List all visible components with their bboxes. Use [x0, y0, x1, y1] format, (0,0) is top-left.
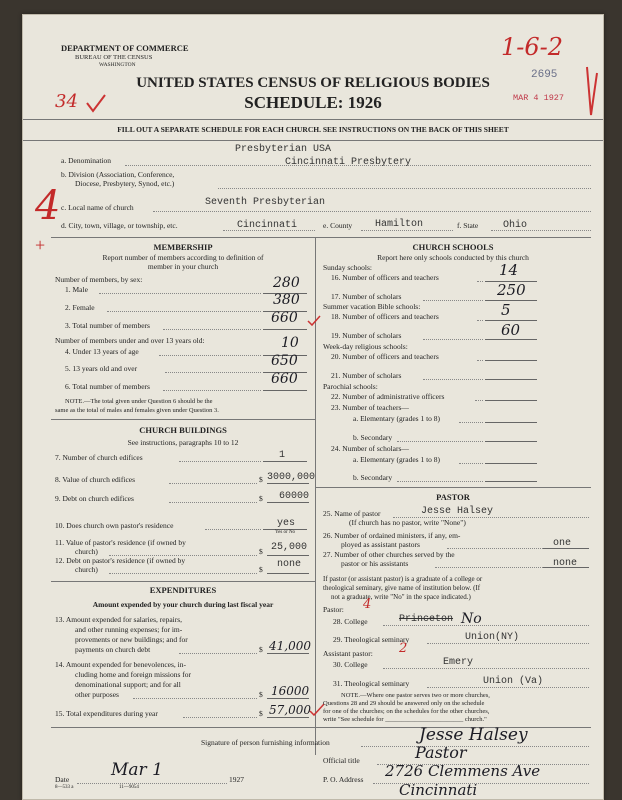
q13-label-2: and other running expenses; for im-: [75, 625, 183, 634]
q17-value: 250: [497, 281, 526, 299]
q5-over13-value: 650: [271, 353, 298, 369]
pastor-red-mark: 4: [363, 597, 372, 612]
q8-dollar-sign: $: [259, 475, 263, 484]
q22-label: 22. Number of administrative officers: [331, 392, 445, 401]
pastor-note-2: Questions 28 and 29 should be answered only on the schedule: [323, 700, 485, 707]
q16-label: 16. Number of officers and teachers: [331, 273, 439, 282]
expenditures-subheading: Amount expended by your church during last fiscal year: [92, 600, 274, 609]
church-buildings-subheading: See instructions, paragraphs 10 to 12: [127, 438, 239, 447]
q13-label-4: payments on church debt: [75, 645, 151, 654]
q25-pastor-name: Jesse Halsey: [421, 506, 494, 517]
q30-value: Emery: [443, 657, 474, 668]
pastor-note-4: write "See schedule for ________________________ church.": [323, 716, 487, 723]
local-name-value: Seventh Presbyterian: [205, 197, 326, 208]
membership-note-1: NOTE.—The total given under Question 6 should be the: [65, 398, 213, 405]
red-check-mark: [85, 93, 107, 115]
q27-label-2: pastor or his assistants: [341, 559, 409, 568]
signature-value: Jesse Halsey: [419, 725, 528, 745]
q2-label: 2. Female: [65, 303, 95, 312]
q29-label: 29. Theological seminary: [333, 635, 410, 644]
q6-label: 6. Total number of members: [65, 382, 150, 391]
q11-label-2: church): [75, 547, 98, 556]
q26-label: 26. Number of ordained ministers, if any, em-: [323, 531, 461, 540]
division-label-2: Diocese, Presbytery, Synod, etc.): [75, 179, 175, 188]
q13-label-3: provements or new buildings; and for: [75, 635, 188, 644]
print-number: 11—9054: [119, 785, 139, 790]
q13-dollar-sign: $: [259, 645, 263, 654]
q14-label-3: denominational support; and for all: [75, 680, 181, 689]
q23-label: 23. Number of teachers—: [331, 403, 409, 412]
form-title: UNITED STATES CENSUS OF RELIGIOUS BODIES: [136, 75, 490, 91]
q28-struck-value: Princeton: [399, 614, 454, 625]
schedule-title: SCHEDULE: 1926: [244, 93, 382, 112]
q1-male-value: 280: [273, 275, 300, 291]
left-margin-number: 34: [55, 91, 78, 112]
q11-dollar-sign: $: [259, 547, 263, 556]
q21-label: 21. Number of scholars: [331, 371, 402, 380]
division-label: b. Division (Association, Conference,: [61, 170, 175, 179]
q7-label: 7. Number of church edifices: [55, 453, 143, 462]
assistant-pastor-subheading: Assistant pastor:: [323, 649, 373, 658]
q12-label: 12. Debt on pastor's residence (if owned by: [55, 556, 186, 565]
po-address-city: Cincinnati: [399, 781, 478, 799]
membership-heading: MEMBERSHIP: [153, 242, 213, 252]
q20-label: 20. Number of officers and teachers: [331, 352, 439, 361]
q26-value: one: [553, 538, 572, 549]
instruction-line: FILL OUT A SEPARATE SCHEDULE FOR EACH CHURCH. SEE INSTRUCTIONS ON THE BACK OF THIS SHEET: [117, 125, 509, 134]
q3-label: 3. Total number of members: [65, 321, 150, 330]
division-value: Cincinnati Presbytery: [285, 157, 412, 168]
q27-value: none: [553, 558, 578, 569]
q14-label-1: 14. Amount expended for benevolences, in-: [55, 660, 187, 669]
q15-dollar-sign: $: [259, 709, 263, 718]
q31-label: 31. Theological seminary: [333, 679, 410, 688]
q23b-label: b. Secondary: [353, 433, 393, 442]
q19-label: 19. Number of scholars: [331, 331, 402, 340]
q31-value: Union (Va): [483, 676, 544, 687]
official-title-value: Pastor: [415, 743, 467, 762]
q6-total-value: 660: [271, 371, 298, 387]
q24a-label: a. Elementary (grades 1 to 8): [353, 455, 441, 464]
expenditures-heading: EXPENDITURES: [149, 585, 217, 595]
q12-value: none: [277, 559, 302, 570]
q8-label: 8. Value of church edifices: [55, 475, 136, 484]
membership-subheading-1: Report number of members according to definition of: [102, 253, 264, 262]
q9-value: 60000: [279, 491, 310, 502]
city-name: WASHINGTON: [99, 62, 136, 68]
age-groups-label: Number of members under and over 13 years old:: [55, 336, 205, 345]
q18-value: 5: [501, 301, 511, 319]
city-value: Cincinnati: [237, 220, 298, 231]
city-label: d. City, town, village, or township, etc.: [61, 221, 178, 230]
parochial-schools-label: Parochial schools:: [323, 382, 378, 391]
department-name: DEPARTMENT OF COMMERCE: [61, 43, 189, 53]
q16-value: 14: [499, 261, 519, 279]
margin-plus-mark: +: [35, 235, 46, 255]
denomination-label: a. Denomination: [61, 156, 111, 165]
q17-label: 17. Number of scholars: [331, 292, 402, 301]
q28-value: No: [461, 611, 482, 627]
q9-dollar-sign: $: [259, 494, 263, 503]
denomination-value: Presbyterian USA: [235, 144, 332, 155]
q10-value: yes: [277, 518, 296, 529]
official-title-label: Official title: [323, 756, 360, 765]
pastor-heading: PASTOR: [436, 492, 470, 502]
census-schedule-sheet: [22, 14, 604, 800]
q23a-label: a. Elementary (grades 1 to 8): [353, 414, 441, 423]
yes-or-no-hint: Yes or No: [275, 530, 296, 535]
q9-label: 9. Debt on church edifices: [55, 494, 134, 503]
county-label: e. County: [323, 221, 353, 230]
red-tick-mark: [583, 63, 601, 123]
date-value: Mar 1: [111, 760, 163, 780]
q13-label-1: 13. Amount expended for salaries, repairs,: [55, 615, 183, 624]
sunday-schools-label: Sunday schools:: [323, 263, 372, 272]
q11-value: 25,000: [271, 542, 308, 553]
q11-label: 11. Value of pastor's residence (if owned by: [55, 538, 186, 547]
date-label: Date: [55, 775, 70, 784]
q12-label-2: church): [75, 565, 98, 574]
red-tick-q3: [307, 315, 321, 327]
membership-subheading-2: member in your church: [147, 262, 219, 271]
pastor-subheading: Pastor:: [323, 605, 344, 614]
q14-value: 16000: [271, 684, 310, 698]
date-year: 1927: [229, 775, 244, 784]
summer-schools-label: Summer vacation Bible schools:: [323, 302, 421, 311]
form-number: 8—533 a: [55, 785, 74, 790]
weekday-schools-label: Week-day religious schools:: [323, 342, 408, 351]
q19-value: 60: [501, 321, 521, 339]
q5-label: 5. 13 years old and over: [65, 364, 138, 373]
q27-label: 27. Number of other churches served by the: [323, 550, 455, 559]
q14-dollar-sign: $: [259, 690, 263, 699]
q4-under13-value: 10: [281, 335, 299, 351]
q24-label: 24. Number of scholars—: [331, 444, 409, 453]
assistant-red-mark: 2: [399, 641, 408, 656]
state-label: f. State: [457, 221, 479, 230]
q15-value: 57,000: [269, 703, 311, 717]
q8-value: 3000,000: [267, 472, 316, 483]
church-buildings-heading: CHURCH BUILDINGS: [139, 425, 227, 435]
q13-value: 41,000: [269, 639, 311, 653]
pastor-note-3: for one of the churches; on the schedules for the other churches,: [323, 708, 490, 715]
q25-label: 25. Name of pastor: [323, 509, 381, 518]
q3-total-value: 660: [271, 310, 298, 326]
local-name-label: c. Local name of church: [61, 203, 134, 212]
q14-label-2: cluding home and foreign missions for: [75, 670, 192, 679]
file-number: 1-6-2: [501, 33, 564, 61]
bureau-name: BUREAU OF THE CENSUS: [75, 54, 153, 61]
graduate-instruction-2: theological seminary, give name of institution below. (If: [323, 584, 481, 592]
members-by-sex-label: Number of members, by sex:: [55, 275, 143, 284]
membership-note-2: same as the total of males and females given under Question 3.: [55, 407, 219, 414]
county-value: Hamilton: [375, 219, 424, 230]
q2-female-value: 380: [273, 292, 300, 308]
q18-label: 18. Number of officers and teachers: [331, 312, 439, 321]
q30-label: 30. College: [333, 660, 368, 669]
q15-label: 15. Total expenditures during year: [55, 709, 158, 718]
q24b-label: b. Secondary: [353, 473, 393, 482]
pastor-note-1: NOTE.—Where one pastor serves two or more churches,: [341, 692, 490, 699]
po-address-value: 2726 Clemmens Ave: [385, 762, 541, 780]
church-schools-heading: CHURCH SCHOOLS: [412, 242, 494, 252]
q28-label: 28. College: [333, 617, 368, 626]
received-stamp-number: 2695: [531, 69, 558, 81]
signature-label: Signature of person furnishing information: [201, 738, 330, 747]
graduate-instruction-1: If pastor (or assistant pastor) is a graduate of a college or: [323, 575, 483, 583]
graduate-instruction-3: not a graduate, write "No" in the space indicated.): [331, 593, 471, 601]
q10-label: 10. Does church own pastor's residence: [55, 521, 174, 530]
received-stamp-date: MAR 4 1927: [513, 93, 565, 103]
q7-edifices-value: 1: [279, 450, 286, 461]
q12-dollar-sign: $: [259, 565, 263, 574]
church-schools-subheading: Report here only schools conducted by this church: [377, 253, 529, 262]
q14-label-4: other purposes: [75, 690, 119, 699]
q25-hint: (If church has no pastor, write "None"): [349, 518, 466, 527]
q26-label-2: ployed as assistant pastors: [341, 540, 420, 549]
po-address-label: P. O. Address: [323, 775, 364, 784]
q4-label: 4. Under 13 years of age: [65, 347, 139, 356]
margin-mark-four: 4: [35, 183, 61, 229]
state-value: Ohio: [503, 220, 528, 231]
q29-value: Union(NY): [465, 632, 520, 643]
q1-label: 1. Male: [65, 285, 88, 294]
